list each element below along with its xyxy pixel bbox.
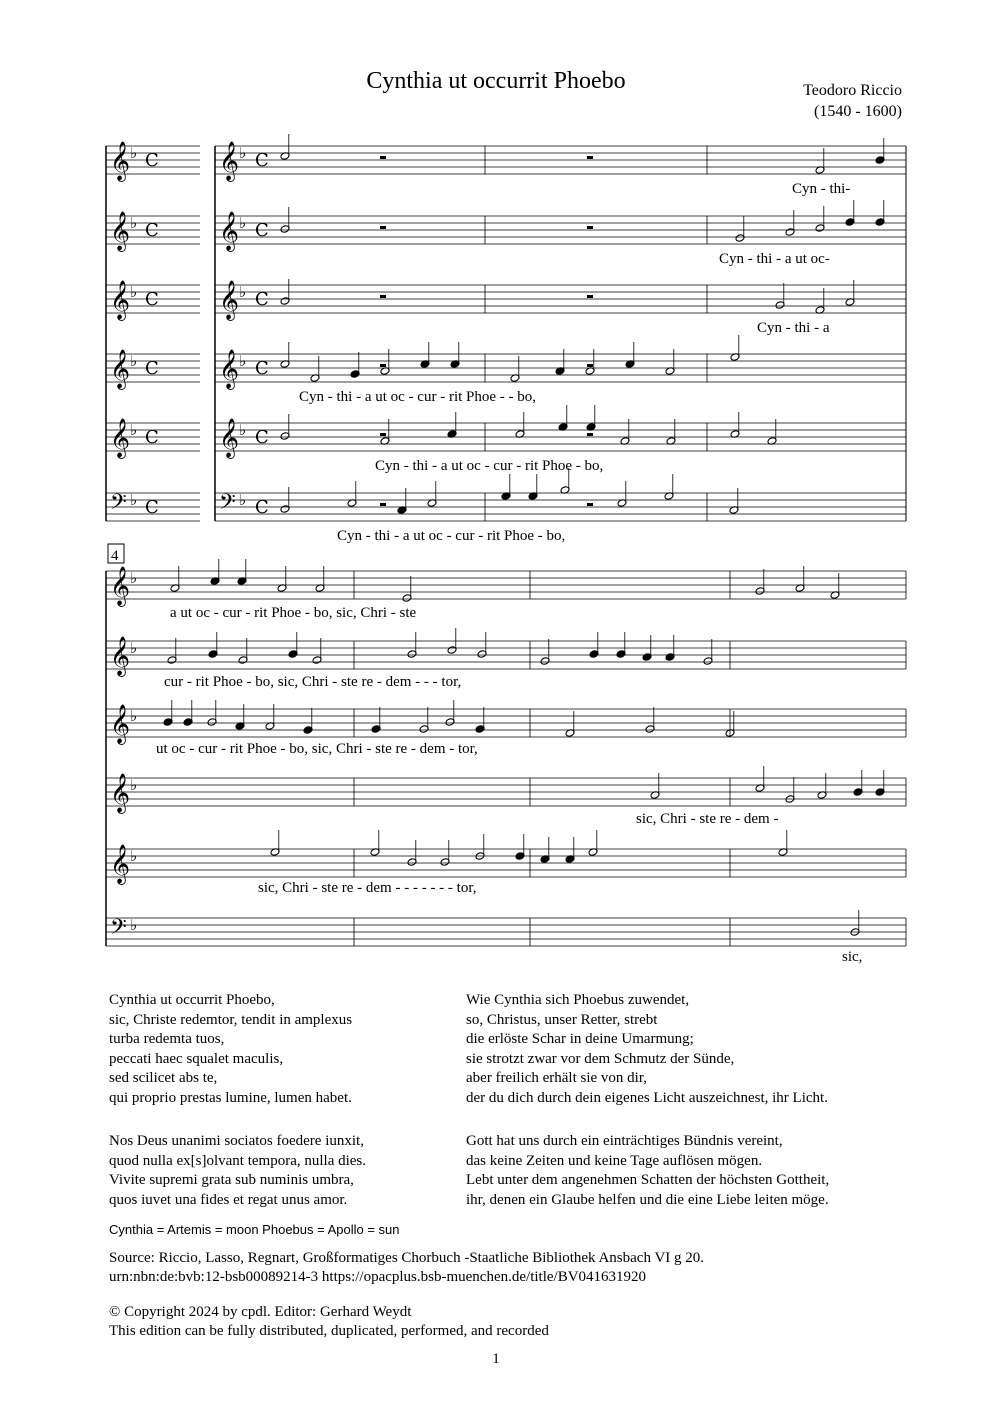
lyric-line: sic, Chri - ste re - dem - - - - - - - tor, xyxy=(258,880,477,896)
rest xyxy=(380,433,386,436)
rest xyxy=(587,364,593,367)
lyric-line: Cyn - thi - a ut oc - cur - rit Phoe - bo, xyxy=(337,528,566,544)
composer-dates: (1540 - 1600) xyxy=(814,103,902,120)
text-line: turba redemta tuos, xyxy=(109,1031,225,1047)
rest xyxy=(587,226,593,229)
text-line: sic, Christe redemtor, tendit in amplexus xyxy=(109,1011,353,1028)
treble-clef-icon: 𝄞 xyxy=(219,141,240,181)
time-signature-icon: C xyxy=(255,220,269,241)
rest xyxy=(587,156,593,159)
lyric-line: sic, xyxy=(842,949,863,965)
flat-key-signature-icon: ♭ xyxy=(239,144,247,162)
treble-clef-icon: 𝄞 xyxy=(219,418,240,458)
name-gloss: Cynthia = Artemis = moon Phoebus = Apollo = sun xyxy=(109,1222,400,1237)
flat-key-signature-icon: ♭ xyxy=(130,421,138,439)
staff-voice-6 xyxy=(106,915,906,946)
treble-clef-icon: 𝄞 xyxy=(110,211,131,251)
rest xyxy=(587,295,593,298)
text-line: quos iuvet una fides et regat unus amor. xyxy=(109,1191,348,1208)
flat-key-signature-icon: ♭ xyxy=(130,639,138,657)
composer-name: Teodoro Riccio xyxy=(803,82,902,99)
lyric-line: Cyn - thi - a ut oc - cur - rit Phoe - bo, xyxy=(375,458,604,474)
staff-voice-4 xyxy=(106,773,906,814)
flat-key-signature-icon: ♭ xyxy=(130,916,138,934)
time-signature-icon: C xyxy=(255,427,269,448)
time-signature-icon: C xyxy=(145,150,159,171)
text-line: sie strotzt zwar vor dem Schmutz der Sünde, xyxy=(466,1050,735,1067)
staff-voice-2 xyxy=(106,636,906,677)
measure-number-box xyxy=(108,544,124,564)
page-number: 1 xyxy=(492,1351,500,1367)
rest xyxy=(380,503,386,506)
license-line: This edition can be fully distributed, duplicated, performed, and recorded xyxy=(109,1323,549,1339)
rest xyxy=(380,156,386,159)
text-line: Wie Cynthia sich Phoebus zuwendet, xyxy=(466,992,690,1008)
treble-clef-icon: 𝄞 xyxy=(110,418,131,458)
latin-stanza-1 xyxy=(109,991,352,1108)
staff-voice-4 xyxy=(106,342,906,390)
flat-key-signature-icon: ♭ xyxy=(130,707,138,725)
text-line: Cynthia ut occurrit Phoebo, xyxy=(109,992,275,1008)
staff-voice-3 xyxy=(106,279,906,321)
copyright-line: © Copyright 2024 by cpdl. Editor: Gerhard Weydt xyxy=(109,1304,412,1320)
time-signature-icon: C xyxy=(255,497,269,518)
lyric-line: Cyn - thi - a ut oc - cur - rit Phoe - - bo, xyxy=(299,389,537,405)
text-line: quod nulla ex[s]olvant tempora, nulla dies. xyxy=(109,1152,367,1169)
source-url-line: urn:nbn:de:bvb:12-bsb00089214-3 https://opacplus.bsb-muenchen.de/title/BV041631920 xyxy=(109,1269,647,1285)
treble-clef-icon: 𝄞 xyxy=(110,636,131,676)
flat-key-signature-icon: ♭ xyxy=(239,214,247,232)
text-line: Nos Deus unanimi sociatos foedere iunxit, xyxy=(109,1133,364,1149)
staff-voice-3 xyxy=(106,704,906,745)
source-note xyxy=(109,1249,704,1287)
bass-clef-icon: 𝄢 xyxy=(110,490,127,520)
lyric-line: Cyn - thi- xyxy=(792,181,851,197)
score-system-1 xyxy=(106,134,906,544)
text-line: peccati haec squalet maculis, xyxy=(109,1050,284,1067)
lyric-line: a ut oc - cur - rit Phoe - bo, sic, Chri - ste xyxy=(170,605,417,621)
text-line: der du dich durch dein eigenes Licht auszeichnest, ihr Licht. xyxy=(466,1089,828,1106)
flat-key-signature-icon: ♭ xyxy=(130,144,138,162)
rest xyxy=(380,364,386,367)
flat-key-signature-icon: ♭ xyxy=(130,283,138,301)
text-line: sed scilicet abs te, xyxy=(109,1070,218,1086)
copyright-note xyxy=(109,1303,549,1341)
text-line: die erlöste Schar in deine Umarmung; xyxy=(466,1031,694,1047)
text-line: Lebt unter dem angenehmen Schatten der höchsten Gottheit, xyxy=(466,1172,830,1188)
staff-voice-5 xyxy=(106,844,906,885)
rest xyxy=(587,503,593,506)
flat-key-signature-icon: ♭ xyxy=(130,352,138,370)
treble-clef-icon: 𝄞 xyxy=(110,704,131,744)
staff-voice-1 xyxy=(106,134,906,182)
time-signature-icon: C xyxy=(255,358,269,379)
text-line: Gott hat uns durch ein einträchtiges Bündnis vereint, xyxy=(466,1133,783,1149)
staff-voice-1 xyxy=(106,566,906,607)
treble-clef-icon: 𝄞 xyxy=(110,566,131,606)
time-signature-icon: C xyxy=(255,150,269,171)
text-line: das keine Zeiten und keine Tage auflösen mögen. xyxy=(466,1152,763,1169)
flat-key-signature-icon: ♭ xyxy=(130,569,138,587)
treble-clef-icon: 𝄞 xyxy=(219,211,240,251)
staff-voice-5 xyxy=(106,414,906,459)
time-signature-icon: C xyxy=(145,358,159,379)
time-signature-icon: C xyxy=(255,289,269,310)
time-signature-icon: C xyxy=(145,220,159,241)
lyric-line: ut oc - cur - rit Phoe - bo, sic, Chri - ste re - dem - tor, xyxy=(156,741,478,757)
rest xyxy=(380,295,386,298)
german-stanza-1 xyxy=(466,991,828,1108)
flat-key-signature-icon: ♭ xyxy=(239,421,247,439)
text-line: qui proprio prestas lumine, lumen habet. xyxy=(109,1089,352,1106)
treble-clef-icon: 𝄞 xyxy=(110,773,131,813)
flat-key-signature-icon: ♭ xyxy=(239,491,247,509)
flat-key-signature-icon: ♭ xyxy=(239,352,247,370)
text-line: so, Christus, unser Retter, strebt xyxy=(466,1011,658,1028)
time-signature-icon: C xyxy=(145,427,159,448)
treble-clef-icon: 𝄞 xyxy=(110,280,131,320)
treble-clef-icon: 𝄞 xyxy=(110,141,131,181)
treble-clef-icon: 𝄞 xyxy=(110,349,131,389)
flat-key-signature-icon: ♭ xyxy=(130,491,138,509)
score-system-2 xyxy=(106,559,906,965)
time-signature-icon: C xyxy=(145,497,159,518)
lyric-line: Cyn - thi - a ut oc- xyxy=(719,251,830,267)
bass-clef-icon: 𝄢 xyxy=(110,915,127,945)
treble-clef-icon: 𝄞 xyxy=(219,280,240,320)
text-line: Vivite supremi grata sub numinis umbra, xyxy=(109,1172,354,1188)
flat-key-signature-icon: ♭ xyxy=(130,214,138,232)
flat-key-signature-icon: ♭ xyxy=(130,847,138,865)
lyric-line: cur - rit Phoe - bo, sic, Chri - ste re - dem - - - tor, xyxy=(164,674,462,690)
time-signature-icon: C xyxy=(145,289,159,310)
latin-stanza-2 xyxy=(109,1132,366,1210)
treble-clef-icon: 𝄞 xyxy=(110,844,131,884)
lyric-line: sic, Chri - ste re - dem - xyxy=(636,811,779,827)
lyric-line: Cyn - thi - a xyxy=(757,320,830,336)
text-line: aber freilich erhält sie von dir, xyxy=(466,1070,647,1086)
measure-number: 4 xyxy=(111,548,119,564)
page-title: Cynthia ut occurrit Phoebo xyxy=(366,68,626,94)
source-line: Source: Riccio, Lasso, Regnart, Großformatiges Chorbuch -Staatliche Bibliothek Ansbach VI g 20. xyxy=(109,1250,705,1266)
german-stanza-2 xyxy=(466,1132,829,1210)
staff-voice-2 xyxy=(106,207,906,252)
rest xyxy=(380,226,386,229)
flat-key-signature-icon: ♭ xyxy=(239,283,247,301)
flat-key-signature-icon: ♭ xyxy=(130,776,138,794)
bass-clef-icon: 𝄢 xyxy=(219,490,236,520)
treble-clef-icon: 𝄞 xyxy=(219,349,240,389)
rest xyxy=(587,433,593,436)
staff-voice-6 xyxy=(106,487,906,521)
text-line: ihr, denen ein Glaube helfen und die eine Liebe leiten möge. xyxy=(466,1191,829,1208)
